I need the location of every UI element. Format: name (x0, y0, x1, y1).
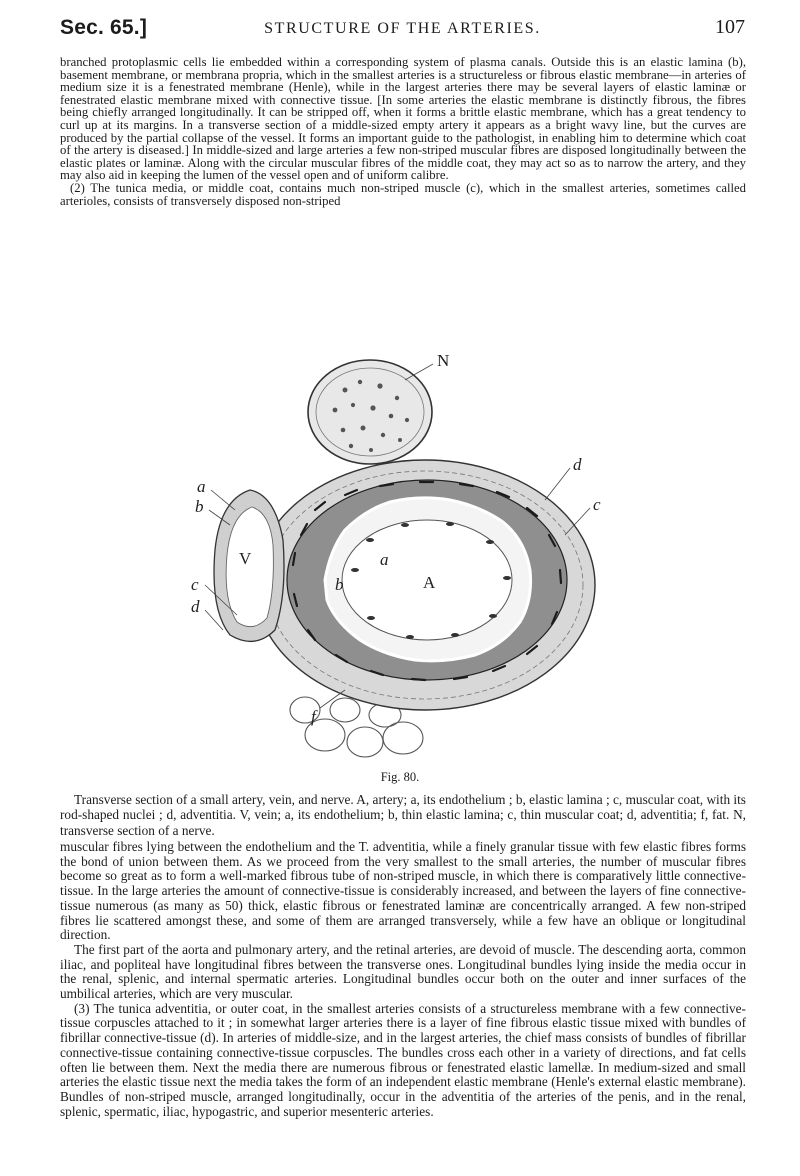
figure-caption (60, 792, 746, 838)
paragraph-tunica-adventitia: (3) The tunica adventitia, or outer coat, in the smallest arteries consists of a structureless membrane with a few connective-tissue corpuscles attached to it ; in somewhat larger arteries there is a layer of fine fibrous elastic tissue mixed with bundles of fibrillar connective-tissue (d). In arteries of middle-size, and in the largest arteries, the chief mass consists of bundles of fibrillar connective-tissue containing connective-tissue corpuscles. The bundles cross each other in a variety of directions, and fat cells often lie between them. Next the media there are numerous fibrous or fenestrated elastic lamellæ. In medium-sized and small arteries the elastic tissue next the media takes the form of an independent elastic membrane (Henle's external elastic membrane). Bundles of non-striped muscle, arranged longitudinally, occur in the adventitia of the arteries of the penis, and in the renal, splenic, spermatic, iliac, hypogastric, and superior mesenteric arteries. (60, 1000, 746, 1119)
label-muscle-left: c (191, 575, 199, 594)
paragraph-tunica-media: (2) The tunica media, or middle coat, contains much non-striped muscle (c), which in the smallest arteries, sometimes called arterioles, consists of transversely disposed non-striped (60, 180, 746, 208)
section-reference: Sec. 65.] (60, 16, 148, 39)
label-endothelium-inner: a (380, 550, 389, 569)
label-muscle-right: c (593, 495, 601, 514)
label-lamina-inner: b (335, 575, 344, 594)
bottom-text-block (60, 840, 746, 1119)
paragraph-intima: branched protoplasmic cells lie embedded within a corresponding system of plasma canals. Outside this is an elastic lamina (b), basement membrane, or membrana propria, which in the smallest arteries is a structureless or fibrous elastic membrane—in arteries of medium size it is a fenestrated membrane (Henle), while in the largest arteries there may be several layers of elastic laminæ or fenestrated elastic membrane mixed with connective tissue. [In some arteries the elastic membrane is distinctly fibrous, the fibres being chiefly arranged longitudinally. It can be stripped off, when it forms a brittle elastic membrane, which has a great tendency to curl up at its margins. In a transverse section of a middle-sized empty artery it appears as a bright wavy line, but the curves are produced by the partial collapse of the vessel. It forms an important guide to the pathologist, in enabling him to determine which coat of the artery is diseased.] In middle-sized and large arteries a few non-striped muscular fibres are disposed longitudinally between the elastic plates or laminæ. Along with the circular muscular fibres of the middle coat, they may act so as to narrow the artery, and they may also aid in keeping the lumen of the vessel open and of uniform calibre. (60, 55, 746, 183)
label-adventitia-right: d (573, 455, 582, 474)
label-lamina-left: b (195, 497, 204, 516)
label-nerve: N (437, 351, 450, 370)
paragraph-aorta: The first part of the aorta and pulmonary artery, and the retinal arteries, are devoid of muscle. The descending aorta, common iliac, and popliteal have longitudinal fibres between the transverse ones. Longitudinal bundles lying inside the media occur in the renal, splenic, and internal spermatic arteries. Longitudinal bundles occur both on the outer and inner surfaces of the umbilical arteries, which are very muscular. (60, 941, 746, 1002)
page-header (60, 14, 745, 46)
label-fat: f (311, 707, 316, 726)
label-vein: V (239, 549, 252, 568)
top-text-block (60, 56, 746, 207)
figure-label: Fig. 80. (380, 770, 420, 784)
page-number: 107 (715, 16, 745, 38)
figure-80-illustration (175, 350, 625, 765)
running-title: STRUCTURE OF THE ARTERIES. (264, 20, 541, 37)
label-adventitia-left: d (191, 597, 200, 616)
label-artery: A (423, 573, 436, 592)
label-endothelium-left: a (197, 477, 206, 496)
paragraph-muscular-fibres: muscular fibres lying between the endothelium and the T. adventitia, while a finely granular tissue with few elastic fibres forms the bond of union between them. As we proceed from the very smallest to the small arteries, the number of muscular fibres become so great as to form a well-marked fibrous tube of non-striped muscle, in which there is comparatively little connective-tissue. In the large arteries the amount of connective-tissue is considerably increased, and between the layers of fine connective-tissue numerous (as many as 50) thick, elastic fibrous or fenestrated laminæ are concentrically arranged. A few non-striped fibres lie scattered amongst these, and some of them are arranged transversely, while a few have an oblique or longitudinal direction. (60, 839, 746, 943)
caption-text: Transverse section of a small artery, vein, and nerve. A, artery; a, its endothelium ; b, elastic lamina ; c, muscular coat, with its rod-shaped nuclei ; d, adventitia. V, vein; a, its endothelium; b, thin elastic lamina; c, thin muscular coat; d, adventitia; f, fat. N, transverse section of a nerve. (60, 792, 746, 838)
artery-vein-nerve-drawing (175, 350, 625, 765)
